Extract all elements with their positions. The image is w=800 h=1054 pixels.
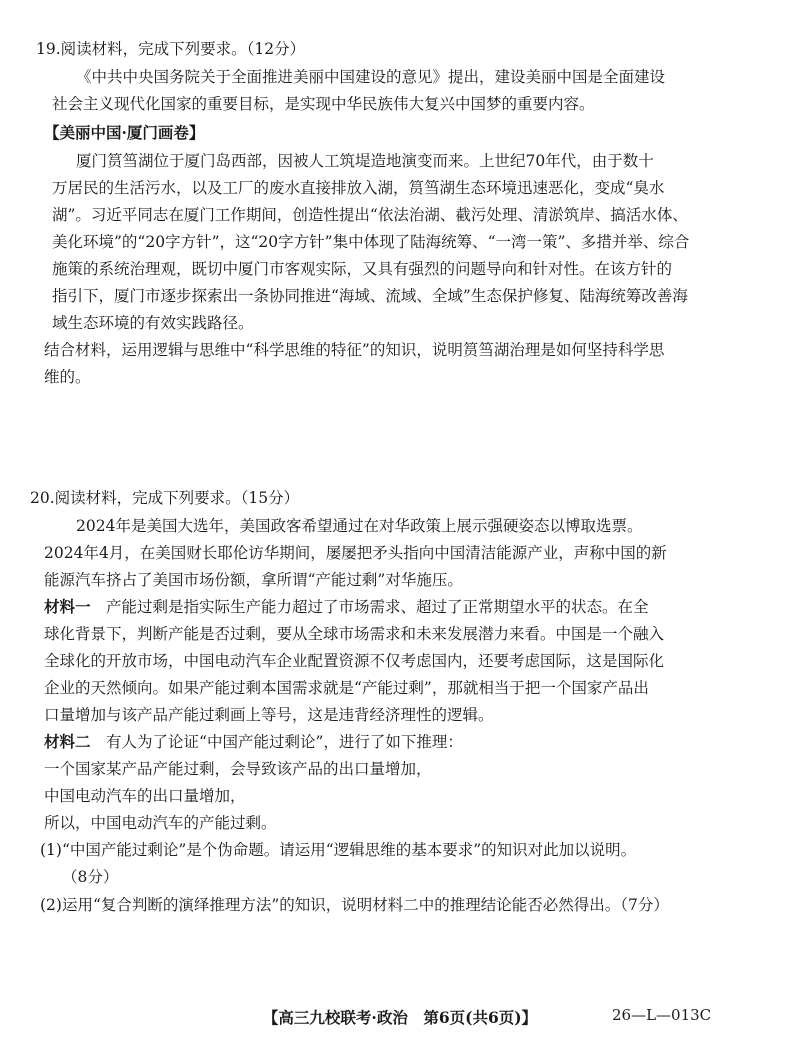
reasoning-premise-1: 一个国家某产品产能过剩，会导致该产品的出口量增加， <box>44 760 432 778</box>
q19-paragraph-line: 指引下，厦门市逐步探索出一条协同推进“海域、流域、全域”生态保护修复、陆海统筹改善海 <box>52 287 688 305</box>
q19-paragraph-line: 厦门筼筜湖位于厦门岛西部，因被人工筑堤造地演变而来。上世纪70年代，由于数十 <box>76 152 654 170</box>
q19-title: 19.阅读材料，完成下列要求。（12分） <box>36 40 306 58</box>
material-2-label: 材料二 <box>44 732 91 751</box>
q20-paragraph-line: 能源汽车挤占了美国市场份额，拿所谓“产能过剩”对华施压。 <box>44 571 463 589</box>
sub-question-2: (2)运用“复合判断的演绎推理方法”的知识，说明材料二中的推理结论能否必然得出。（7分） <box>40 896 669 914</box>
material-1-line <box>44 596 649 618</box>
material-1-line: 企业的天然倾向。如果产能过剩本国需求就是“产能过剩”，那就相当于把一个国家产品出 <box>44 679 649 697</box>
material-1-line: 全球化的开放市场，中国电动汽车企业配置资源不仅考虑国内，还要考虑国际，这是国际化 <box>44 652 665 670</box>
q19-paragraph-line: 湖”。习近平同志在厦门工作期间，创造性提出“依法治湖、截污处理、清淤筑岸、搞活水体、 <box>52 206 688 224</box>
material-1-line: 球化背景下，判断产能是否过剩，要从全球市场需求和未来发展潜力来看。中国是一个融入 <box>44 625 665 643</box>
exam-code: 26—L—013C <box>612 1006 712 1024</box>
material-1-line: 口量增加与该产品产能过剩画上等号，这是违背经济理性的逻辑。 <box>44 706 494 724</box>
q20-paragraph-line: 2024年是美国大选年，美国政客希望通过在对华政策上展示强硬姿态以博取选票。 <box>76 517 643 535</box>
reasoning-premise-2: 中国电动汽车的出口量增加， <box>44 787 246 805</box>
q19-section-heading: 【美丽中国·厦门画卷】 <box>44 123 205 142</box>
q19-paragraph-line: 社会主义现代化国家的重要目标，是实现中华民族伟大复兴中国梦的重要内容。 <box>52 95 595 113</box>
material-1-text: 产能过剩是指实际生产能力超过了市场需求、超过了正常期望水平的状态。在全 <box>106 598 649 616</box>
q19-paragraph-line: 万居民的生活污水，以及工厂的废水直接排放入湖，筼筜湖生态环境迅速恶化，变成“臭水 <box>52 179 665 197</box>
page-footer: 【高三九校联考·政治 第6页(共6页)】 <box>262 1008 538 1027</box>
q19-paragraph-line: 施策的系统治理观，既切中厦门市客观实际，又具有强烈的问题导向和针对性。在该方针的 <box>52 260 673 278</box>
q19-paragraph-line: 《中共中央国务院关于全面推进美丽中国建设的意见》提出，建设美丽中国是全面建设 <box>76 68 666 86</box>
q19-question-line: 维的。 <box>44 368 91 386</box>
material-2-line <box>44 731 463 753</box>
q20-paragraph-line: 2024年4月，在美国财长耶伦访华期间，屡屡把矛头指向中国清洁能源产业，声称中国的新 <box>44 544 667 562</box>
material-1-label: 材料一 <box>44 597 91 616</box>
q19-question-line: 结合材料，运用逻辑与思维中“科学思维的特征”的知识，说明筼筜湖治理是如何坚持科学思 <box>44 341 665 359</box>
material-2-text: 有人为了论证“中国产能过剩论”，进行了如下推理： <box>106 733 463 751</box>
q19-paragraph-line: 美化环境”的“20字方针”，这“20字方针”集中体现了陆海统筹、“一湾一策”、多措并举、综合 <box>52 233 690 251</box>
sub-question-1: (1)“中国产能过剩论”是个伪命题。请运用“逻辑思维的基本要求”的知识对此加以说明。 <box>40 841 637 859</box>
q20-title: 20.阅读材料，完成下列要求。（15分） <box>30 489 300 507</box>
q19-paragraph-line: 域生态环境的有效实践路径。 <box>52 314 254 332</box>
reasoning-conclusion: 所以，中国电动汽车的产能过剩。 <box>44 814 277 832</box>
sub-question-1-score: （8分） <box>62 868 119 886</box>
